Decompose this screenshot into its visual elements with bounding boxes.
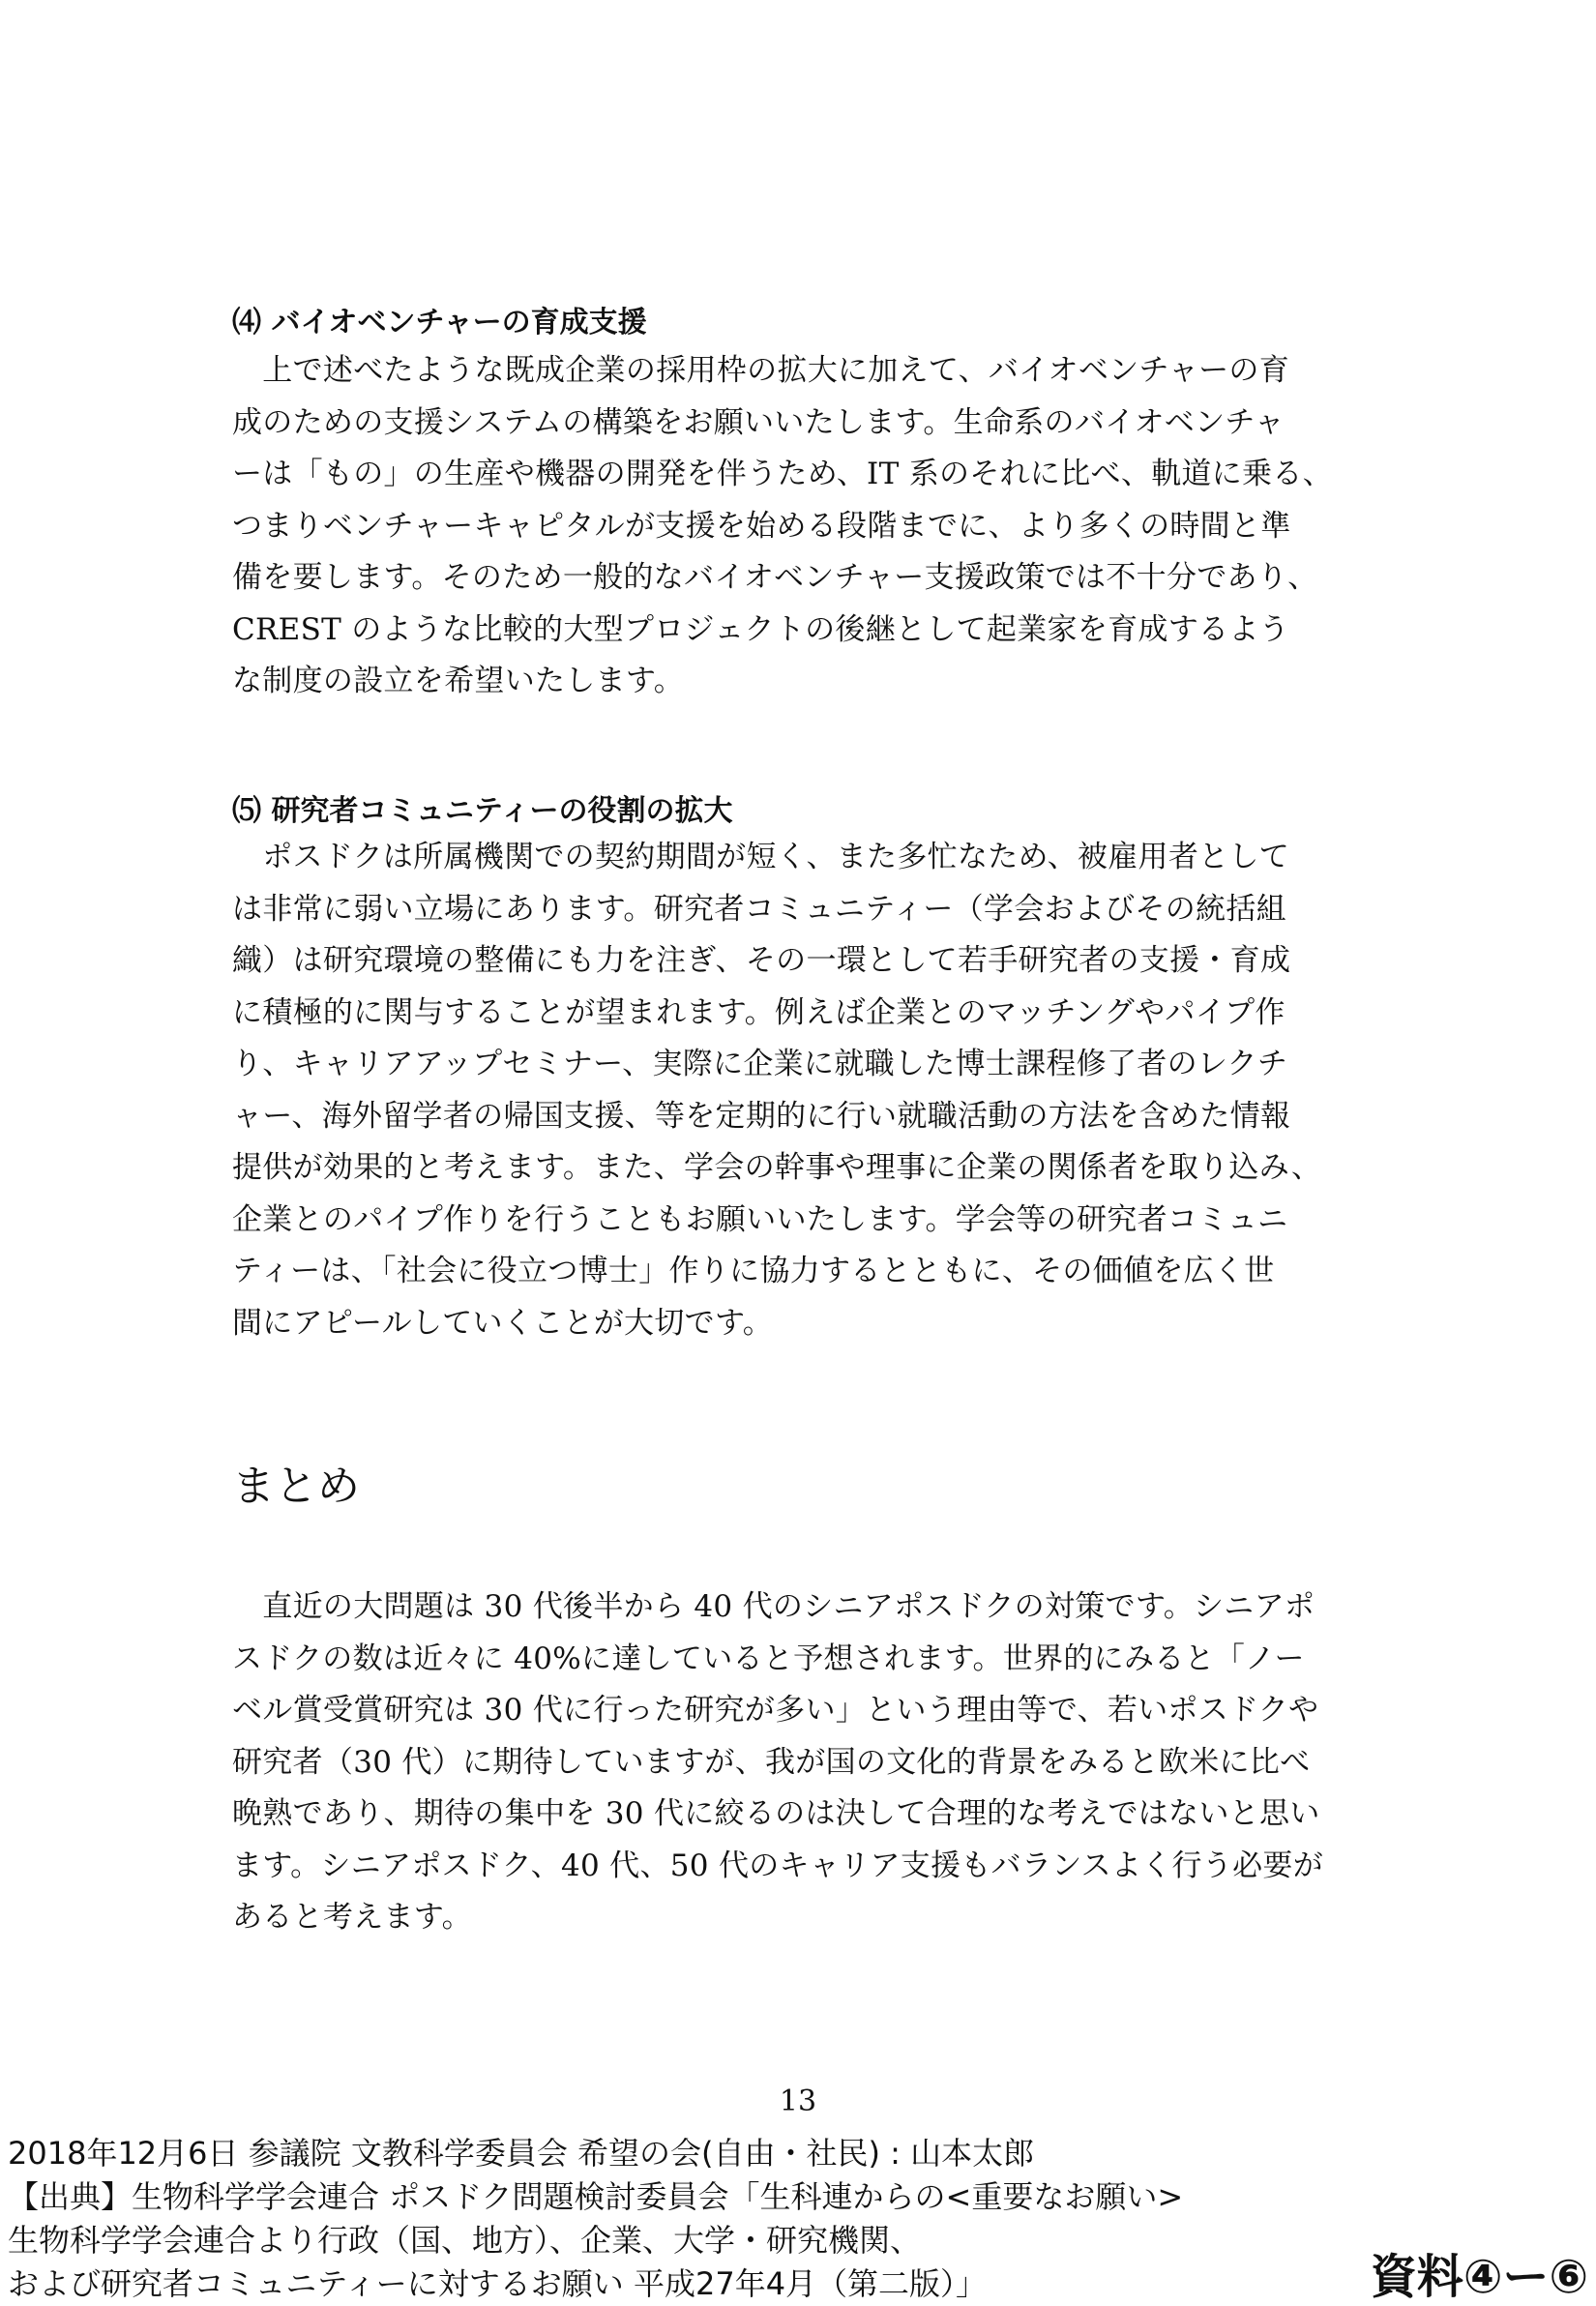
paragraph-line: CREST のような比較的大型プロジェクトの後継として起業家を育成するよう <box>232 611 1289 647</box>
paragraph-line: 成のための支援システムの構築をお願いいたします。生命系のバイオベンチャ <box>232 404 1286 440</box>
paragraph-line: 企業とのパイプ作りを行うこともお願いいたします。学会等の研究者コミュニ <box>232 1201 1288 1237</box>
paragraph-line: 晩熟であり、期待の集中を 30 代に絞るのは決して合理的な考えではないと思い <box>232 1796 1320 1831</box>
paragraph-line: 上で述べたような既成企業の採用枠の拡大に加えて、バイオベンチャーの育 <box>232 353 1290 388</box>
paragraph-line: 直近の大問題は 30 代後半から 40 代のシニアポスドクの対策です。シニアポ <box>232 1589 1315 1624</box>
paragraph-line: ます。シニアポスドク、40 代、50 代のキャリア支援もバランスよく行う必要が <box>232 1848 1324 1883</box>
paragraph-line: 提供が効果的と考えます。また、学会の幹事や理事に企業の関係者を取り込み、 <box>232 1150 1322 1185</box>
summary-heading: まとめ <box>232 1462 360 1511</box>
paragraph-line: スドクの数は近々に 40%に達していると予想されます。世界的にみると「ノー <box>232 1641 1305 1676</box>
paragraph-line: り、キャリアアップセミナー、実際に企業に就職した博士課程修了者のレクチ <box>232 1047 1288 1081</box>
footer-line: 【出典】生物科学学会連合 ポスドク問題検討委員会「生科連からの<重要なお願い> <box>8 2178 1184 2215</box>
footer-line: および研究者コミュニティーに対するお願い 平成27年4月（第二版）」 <box>8 2265 988 2302</box>
footer-line: 生物科学学会連合より行政（国、地方）、企業、大学・研究機関、 <box>8 2222 922 2259</box>
paragraph-line: つまりベンチャーキャピタルが支援を始める段階までに、より多くの時間と準 <box>232 508 1291 544</box>
paragraph-line: な制度の設立を希望いたします。 <box>232 664 685 698</box>
paragraph-line: ポスドクは所属機関での契約期間が短く、また多忙なため、被雇用者として <box>232 840 1290 874</box>
paragraph-line: あると考えます。 <box>232 1900 472 1935</box>
section-4-heading: ⑷ バイオベンチャーの育成支援 <box>232 306 647 340</box>
paragraph-line: ティーは、「社会に役立つ博士」作りに協力するとともに、その価値を広く世 <box>232 1254 1275 1288</box>
paragraph-line: ベル賞受賞研究は 30 代に行った研究が多い」という理由等で、若いポスドクや <box>232 1693 1319 1728</box>
paragraph-line: ーは「もの」の生産や機器の開発を伴うため、IT 系のそれに比べ、軌道に乗る、 <box>232 457 1333 491</box>
section-4-paragraph <box>232 345 1374 708</box>
paragraph-line: 織）は研究環境の整備にも力を注ぎ、その一環として若手研究者の支援・育成 <box>232 943 1291 978</box>
document-label: 資料④ー⑥ <box>1370 2250 1588 2304</box>
paragraph-line: に積極的に関与することが望まれます。例えば企業とのマッチングやパイプ作 <box>232 994 1286 1030</box>
summary-paragraph <box>232 1582 1374 1944</box>
paragraph-line: は非常に弱い立場にあります。研究者コミュニティー（学会およびその統括組 <box>232 891 1286 927</box>
paragraph-line: 間にアピールしていくことが大切です。 <box>232 1305 774 1341</box>
paragraph-line: 研究者（30 代）に期待していますが、我が国の文化的背景をみると欧米に比べ <box>232 1744 1311 1780</box>
section-5-paragraph <box>232 832 1374 1349</box>
page-number: 13 <box>779 2084 817 2118</box>
section-5-heading: ⑸ 研究者コミュニティーの役割の拡大 <box>232 794 733 828</box>
paragraph-line: ャー、海外留学者の帰国支援、等を定期的に行い就職活動の方法を含めた情報 <box>232 1098 1291 1134</box>
source-footer <box>8 2132 1183 2306</box>
footer-line: 2018年12月6日 参議院 文教科学委員会 希望の会(自由・社民) : 山本太郎 <box>8 2135 1035 2172</box>
paragraph-line: 備を要します。そのため一般的なバイオベンチャー支援政策では不十分であり、 <box>232 560 1318 595</box>
